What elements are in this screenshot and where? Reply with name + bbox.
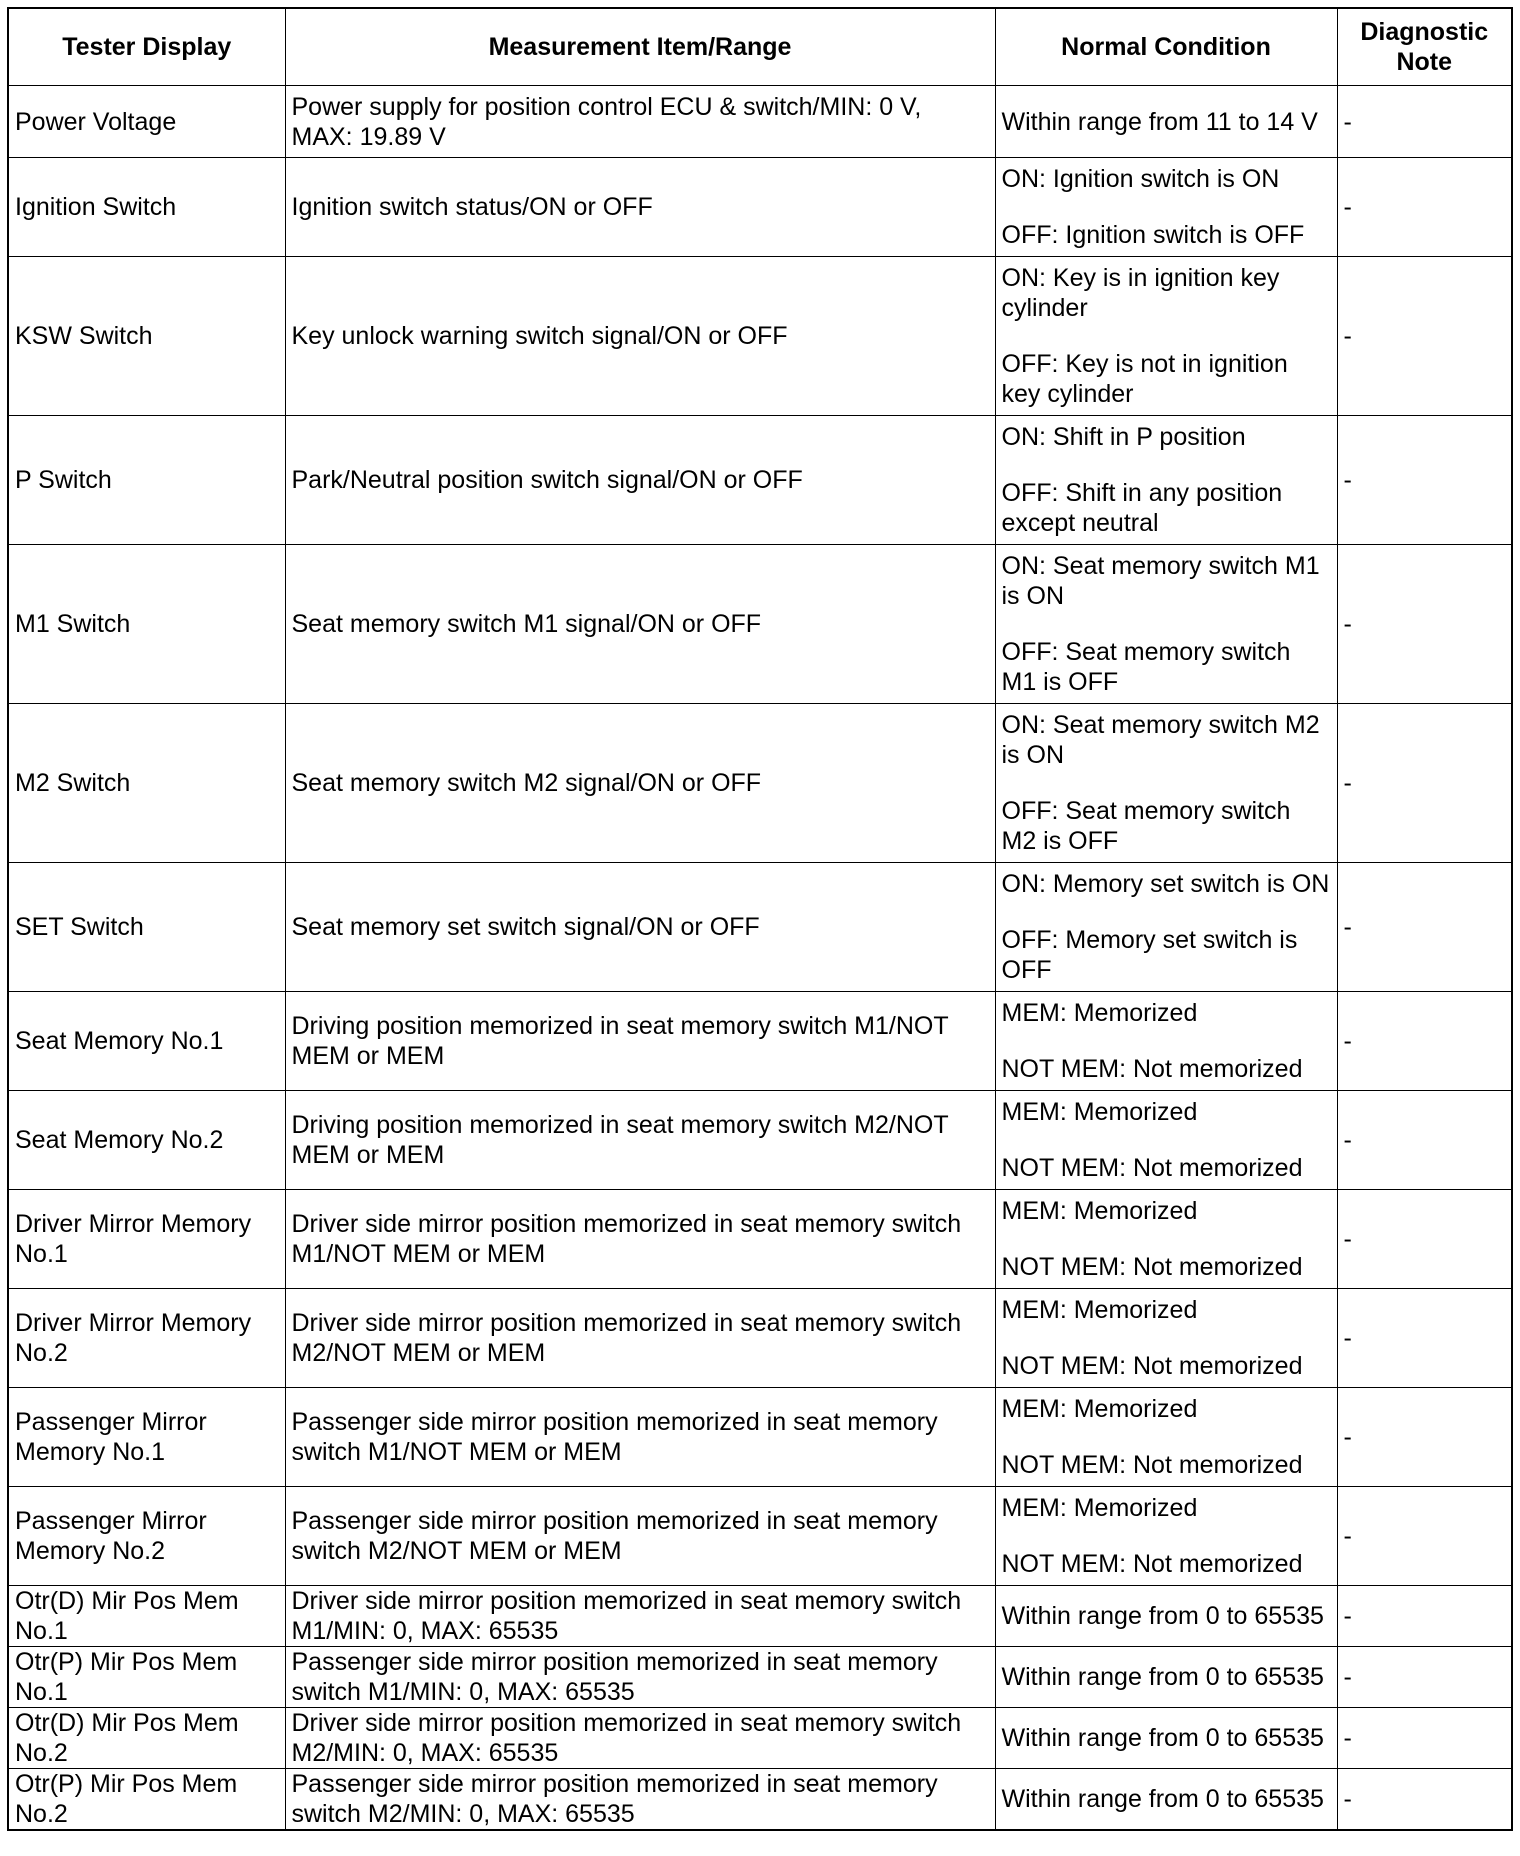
- condition-line: Within range from 0 to 65535: [1001, 1602, 1324, 1630]
- condition-line: NOT MEM: Not memorized: [1001, 1352, 1303, 1380]
- diagnostic-note-cell: -: [1337, 1586, 1512, 1647]
- normal-condition-cell: [995, 416, 1337, 545]
- diagnostic-note-cell: -: [1337, 257, 1512, 416]
- table-row: [8, 1647, 1512, 1708]
- table-row: [8, 863, 1512, 992]
- diagnostic-note-cell: -: [1337, 545, 1512, 704]
- diagnostic-note-cell: -: [1337, 416, 1512, 545]
- diagnostic-note-cell: -: [1337, 863, 1512, 992]
- table-row: [8, 257, 1512, 416]
- diagnostic-note-cell: -: [1337, 1388, 1512, 1487]
- normal-condition-cell: [995, 545, 1337, 704]
- table-row: [8, 158, 1512, 257]
- normal-condition-cell: [995, 992, 1337, 1091]
- measurement-item-cell: Passenger side mirror position memorized in seat memory switch M2/MIN: 0, MAX: 65535: [285, 1769, 995, 1831]
- measurement-item-cell: Driving position memorized in seat memory switch M2/NOT MEM or MEM: [285, 1091, 995, 1190]
- diagnostic-note-cell: -: [1337, 992, 1512, 1091]
- tester-display-cell: Otr(D) Mir Pos Mem No.2: [8, 1708, 285, 1769]
- table-row: [8, 545, 1512, 704]
- table-row: [8, 1190, 1512, 1289]
- diagnostic-note-cell: -: [1337, 1487, 1512, 1586]
- tester-display-cell: Ignition Switch: [8, 158, 285, 257]
- table-row: [8, 1388, 1512, 1487]
- data-list-table: [7, 7, 1513, 1831]
- diagnostic-note-cell: -: [1337, 1190, 1512, 1289]
- normal-condition-cell: [995, 863, 1337, 992]
- diagnostic-note-cell: -: [1337, 1091, 1512, 1190]
- normal-condition-cell: [995, 1487, 1337, 1586]
- table-row: [8, 992, 1512, 1091]
- table-row: [8, 1091, 1512, 1190]
- table-row: [8, 704, 1512, 863]
- table-header: [8, 8, 1512, 86]
- condition-line: ON: Shift in P position: [1001, 423, 1246, 451]
- condition-line: NOT MEM: Not memorized: [1001, 1253, 1303, 1281]
- condition-line: MEM: Memorized: [1001, 1098, 1198, 1126]
- table-row: [8, 416, 1512, 545]
- condition-line: Within range from 0 to 65535: [1001, 1724, 1324, 1752]
- condition-line: NOT MEM: Not memorized: [1001, 1451, 1303, 1479]
- measurement-item-cell: Driving position memorized in seat memory switch M1/NOT MEM or MEM: [285, 992, 995, 1091]
- normal-condition-cell: [995, 158, 1337, 257]
- normal-condition-cell: [995, 1091, 1337, 1190]
- table-row: [8, 1708, 1512, 1769]
- condition-line: MEM: Memorized: [1001, 999, 1198, 1027]
- diagnostic-note-cell: -: [1337, 1289, 1512, 1388]
- tester-display-cell: Otr(P) Mir Pos Mem No.1: [8, 1647, 285, 1708]
- condition-line: MEM: Memorized: [1001, 1494, 1198, 1522]
- tester-display-cell: Passenger Mirror Memory No.1: [8, 1388, 285, 1487]
- condition-line: OFF: Key is not in ignition key cylinder: [1001, 350, 1288, 408]
- normal-condition-cell: [995, 1289, 1337, 1388]
- condition-line: Within range from 11 to 14 V: [1001, 107, 1318, 136]
- tester-display-cell: M1 Switch: [8, 545, 285, 704]
- condition-line: OFF: Seat memory switch M2 is OFF: [1001, 797, 1291, 855]
- condition-line: OFF: Seat memory switch M1 is OFF: [1001, 638, 1291, 696]
- tester-display-cell: Seat Memory No.2: [8, 1091, 285, 1190]
- table-row: [8, 1586, 1512, 1647]
- header-tester-display: Tester Display: [8, 8, 285, 86]
- condition-line: ON: Ignition switch is ON: [1001, 165, 1280, 193]
- tester-display-cell: Otr(D) Mir Pos Mem No.1: [8, 1586, 285, 1647]
- condition-line: OFF: Memory set switch is OFF: [1001, 926, 1298, 984]
- header-row: [8, 8, 1512, 86]
- table-body: [8, 86, 1512, 1831]
- condition-line: NOT MEM: Not memorized: [1001, 1055, 1303, 1083]
- measurement-item-cell: Passenger side mirror position memorized in seat memory switch M2/NOT MEM or MEM: [285, 1487, 995, 1586]
- condition-line: Within range from 0 to 65535: [1001, 1663, 1324, 1691]
- condition-line: MEM: Memorized: [1001, 1296, 1198, 1324]
- table-row: [8, 86, 1512, 158]
- measurement-item-cell: Passenger side mirror position memorized in seat memory switch M1/NOT MEM or MEM: [285, 1388, 995, 1487]
- measurement-item-cell: Driver side mirror position memorized in seat memory switch M1/MIN: 0, MAX: 65535: [285, 1586, 995, 1647]
- tester-display-cell: M2 Switch: [8, 704, 285, 863]
- condition-line: ON: Seat memory switch M2 is ON: [1001, 711, 1320, 769]
- condition-line: MEM: Memorized: [1001, 1395, 1198, 1423]
- tester-display-cell: Driver Mirror Memory No.2: [8, 1289, 285, 1388]
- normal-condition-cell: [995, 704, 1337, 863]
- tester-display-cell: Driver Mirror Memory No.1: [8, 1190, 285, 1289]
- diagnostic-note-cell: -: [1337, 1708, 1512, 1769]
- measurement-item-cell: Seat memory set switch signal/ON or OFF: [285, 863, 995, 992]
- condition-line: ON: Memory set switch is ON: [1001, 870, 1330, 898]
- measurement-item-cell: Park/Neutral position switch signal/ON or OFF: [285, 416, 995, 545]
- measurement-item-cell: Ignition switch status/ON or OFF: [285, 158, 995, 257]
- diagnostic-note-cell: -: [1337, 158, 1512, 257]
- tester-display-cell: Power Voltage: [8, 86, 285, 158]
- tester-display-cell: P Switch: [8, 416, 285, 545]
- normal-condition-cell: [995, 1190, 1337, 1289]
- condition-line: ON: Key is in ignition key cylinder: [1001, 264, 1280, 322]
- table-row: [8, 1769, 1512, 1831]
- diagnostic-note-cell: -: [1337, 86, 1512, 158]
- header-normal-condition: Normal Condition: [995, 8, 1337, 86]
- normal-condition-cell: [995, 1647, 1337, 1708]
- normal-condition-cell: [995, 1708, 1337, 1769]
- diagnostic-note-cell: -: [1337, 1769, 1512, 1831]
- normal-condition-cell: [995, 1586, 1337, 1647]
- header-diagnostic-note: Diagnostic Note: [1337, 8, 1512, 86]
- measurement-item-cell: Power supply for position control ECU & switch/MIN: 0 V, MAX: 19.89 V: [285, 86, 995, 158]
- measurement-item-cell: Seat memory switch M1 signal/ON or OFF: [285, 545, 995, 704]
- normal-condition-cell: [995, 86, 1337, 158]
- tester-display-cell: SET Switch: [8, 863, 285, 992]
- condition-line: MEM: Memorized: [1001, 1197, 1198, 1225]
- measurement-item-cell: Driver side mirror position memorized in seat memory switch M2/NOT MEM or MEM: [285, 1289, 995, 1388]
- tester-display-cell: Otr(P) Mir Pos Mem No.2: [8, 1769, 285, 1831]
- condition-line: OFF: Shift in any position except neutral: [1001, 479, 1283, 537]
- tester-display-cell: Seat Memory No.1: [8, 992, 285, 1091]
- normal-condition-cell: [995, 257, 1337, 416]
- diagnostic-note-cell: -: [1337, 1647, 1512, 1708]
- tester-display-cell: Passenger Mirror Memory No.2: [8, 1487, 285, 1586]
- measurement-item-cell: Driver side mirror position memorized in seat memory switch M1/NOT MEM or MEM: [285, 1190, 995, 1289]
- condition-line: NOT MEM: Not memorized: [1001, 1550, 1303, 1578]
- normal-condition-cell: [995, 1388, 1337, 1487]
- table-row: [8, 1487, 1512, 1586]
- condition-line: OFF: Ignition switch is OFF: [1001, 221, 1305, 249]
- condition-line: NOT MEM: Not memorized: [1001, 1154, 1303, 1182]
- measurement-item-cell: Passenger side mirror position memorized in seat memory switch M1/MIN: 0, MAX: 65535: [285, 1647, 995, 1708]
- measurement-item-cell: Driver side mirror position memorized in seat memory switch M2/MIN: 0, MAX: 65535: [285, 1708, 995, 1769]
- condition-line: Within range from 0 to 65535: [1001, 1785, 1324, 1813]
- table-row: [8, 1289, 1512, 1388]
- diagnostic-note-cell: -: [1337, 704, 1512, 863]
- measurement-item-cell: Key unlock warning switch signal/ON or OFF: [285, 257, 995, 416]
- tester-display-cell: KSW Switch: [8, 257, 285, 416]
- header-measurement-item: Measurement Item/Range: [285, 8, 995, 86]
- measurement-item-cell: Seat memory switch M2 signal/ON or OFF: [285, 704, 995, 863]
- condition-line: ON: Seat memory switch M1 is ON: [1001, 552, 1320, 610]
- normal-condition-cell: [995, 1769, 1337, 1831]
